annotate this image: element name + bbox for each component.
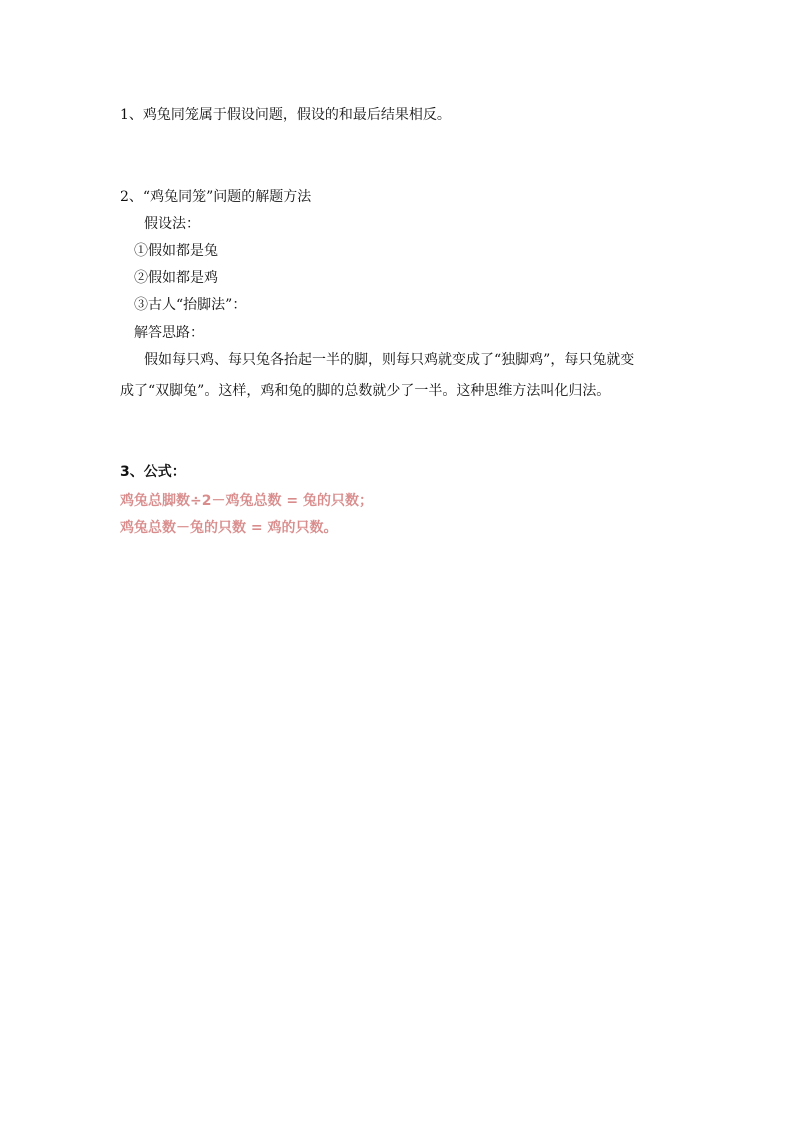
section2-heading: 2、“鸡兔同笼”问题的解题方法 <box>120 189 312 205</box>
formula-1: 鸡兔总脚数÷2－鸡兔总数 = 兔的只数； <box>120 493 373 509</box>
option-lift-feet: ③古人“抬脚法”： <box>134 297 247 313</box>
option-rabbit: ①假如都是兔 <box>134 243 218 259</box>
section1-text: 1、鸡兔同笼属于假设问题，假设的和最后结果相反。 <box>120 107 451 123</box>
thinking-label: 解答思路： <box>134 325 204 341</box>
section3-heading: 3、公式： <box>120 464 186 480</box>
method-label: 假设法： <box>144 216 200 232</box>
formula-2: 鸡兔总数－兔的只数 = 鸡的只数。 <box>120 520 338 536</box>
paragraph-line-2: 成了“双脚兔”。这样，鸡和兔的脚的总数就少了一半。这种思维方法叫化归法。 <box>120 383 611 399</box>
paragraph-line-1: 假如每只鸡、每只兔各抬起一半的脚，则每只鸡就变成了“独脚鸡”，每只兔就变 <box>144 352 635 368</box>
option-chicken: ②假如都是鸡 <box>134 270 218 286</box>
